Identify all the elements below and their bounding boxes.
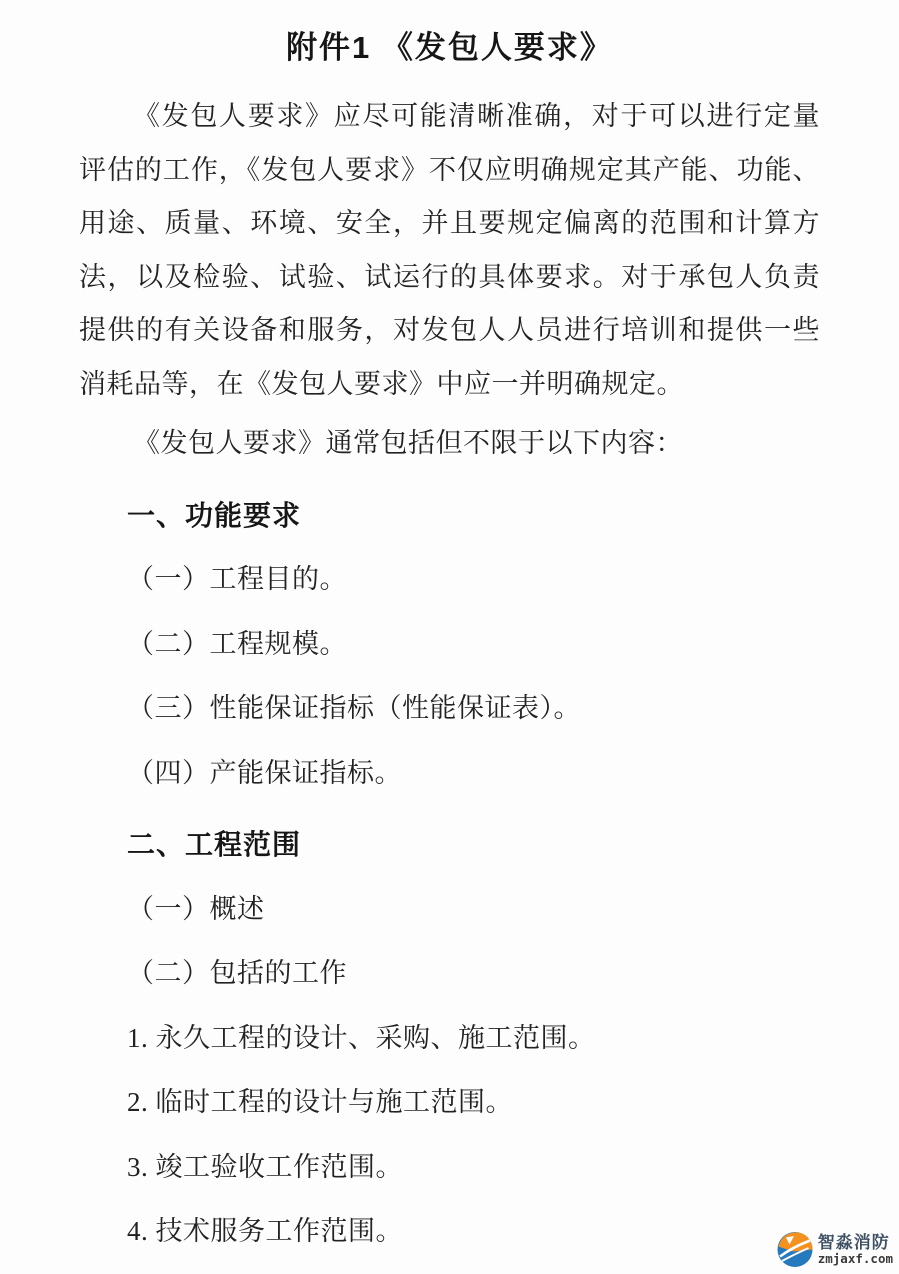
list-item: （一）概述 — [127, 893, 265, 924]
watermark-domain-text: zmjaxf.com — [817, 1250, 893, 1266]
watermark-brand-text: 智淼消防 — [817, 1232, 890, 1252]
watermark — [775, 1229, 897, 1272]
list-item: 1. 永久工程的设计、采购、施工范围。 — [127, 1022, 596, 1053]
brand-logo-icon — [777, 1231, 813, 1268]
list-item: （二）包括的工作 — [127, 958, 347, 988]
paragraph-contents-lead: 《发包人要求》通常包括但不限于以下内容： — [133, 428, 683, 458]
list-item: 4. 技术服务工作范围。 — [127, 1216, 403, 1246]
list-item: 3. 竣工验收工作范围。 — [127, 1151, 403, 1182]
list-item: （二）工程规模。 — [127, 628, 347, 659]
list-item: （四）产能保证指标。 — [127, 757, 402, 788]
watermark-text-block — [818, 1234, 893, 1266]
list-item: （一）工程目的。 — [127, 564, 347, 594]
list-item: 2. 临时工程的设计与施工范围。 — [127, 1087, 513, 1117]
section-heading-functional-requirements: 一、功能要求 — [127, 499, 302, 531]
paragraph-intro: 《发包人要求》应尽可能清晰准确，对于可以进行定量评估的工作，《发包人要求》不仅应明确规定其产能、功能、用途、质量、环境、安全，并且要规定偏离的范围和计算方法，以及检验、试验、试运行的具体要求。对于承包人负责提供的有关设备和服务，对发包人人员进行培训和提供一些消耗品等，在《发包人要求》中应一并明确规定。 — [79, 101, 820, 399]
list-item: （三）性能保证指标（性能保证表）。 — [127, 693, 581, 723]
page-title: 附件1 《发包人要求》 — [286, 30, 613, 65]
section-heading-project-scope: 二、工程范围 — [127, 829, 302, 860]
